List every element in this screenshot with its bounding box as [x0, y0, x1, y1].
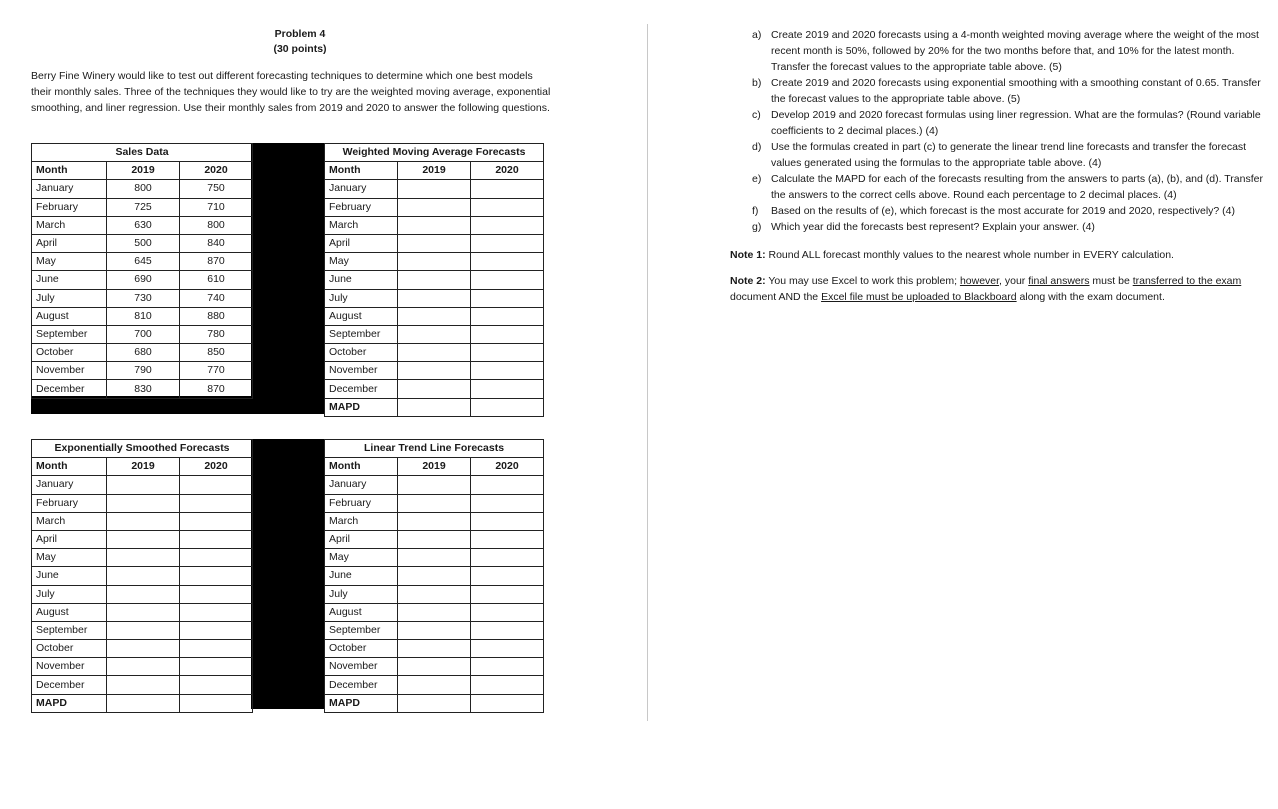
lin-2020-cell	[471, 549, 544, 567]
sales-month-cell: January	[32, 180, 107, 198]
exp-mapd-row	[32, 694, 253, 712]
lin-row	[325, 676, 544, 694]
question-text: Based on the results of (e), which forecast is the most accurate for 2019 and 2020, respectively? (4)	[771, 205, 1235, 217]
sales-month-cell: December	[32, 380, 107, 398]
lin-mapd-label: MAPD	[325, 694, 398, 712]
wma-month-cell: July	[325, 289, 398, 307]
lin-2020-cell	[471, 676, 544, 694]
wma-row	[325, 325, 544, 343]
exp-2019-cell	[107, 549, 180, 567]
exp-month-cell: December	[32, 676, 107, 694]
note-2-text-4: document AND the	[730, 291, 822, 303]
wma-month-cell: August	[325, 307, 398, 325]
lin-2020-cell	[471, 476, 544, 494]
lin-table-title: Linear Trend Line Forecasts	[325, 440, 544, 458]
exp-month-cell: April	[32, 530, 107, 548]
sales-2020-cell: 850	[180, 344, 253, 362]
question-item	[730, 219, 1270, 235]
note-2	[730, 273, 1270, 305]
question-text: Develop 2019 and 2020 forecast formulas using liner regression. What are the formulas? (Round variable coefficients to 2 decimal places.) (4)	[771, 109, 1261, 137]
exp-row	[32, 549, 253, 567]
wma-header-row	[325, 162, 544, 180]
wma-title-row	[325, 144, 544, 162]
sales-row	[32, 380, 253, 398]
lin-2020-cell	[471, 512, 544, 530]
lin-month-cell: December	[325, 676, 398, 694]
lin-month-cell: November	[325, 658, 398, 676]
exp-month-cell: March	[32, 512, 107, 530]
lin-row	[325, 567, 544, 585]
exp-2020-cell	[180, 549, 253, 567]
question-text: Calculate the MAPD for each of the forecasts resulting from the answers to parts (a), (b), and (d). Transfer the answers to the correct cells above. Round each percentage to 2 decimal places. (4)	[771, 173, 1263, 201]
wma-row	[325, 253, 544, 271]
note-2-text-5: along with the exam document.	[1016, 291, 1165, 303]
note-2-underline-3: transferred to the exam	[1132, 275, 1242, 287]
exp-row	[32, 585, 253, 603]
sales-month-cell: August	[32, 307, 107, 325]
lin-month-cell: February	[325, 494, 398, 512]
lin-month-cell: June	[325, 567, 398, 585]
sales-month-cell: April	[32, 234, 107, 252]
wma-2020-cell	[471, 344, 544, 362]
note-2-text-2: , your	[999, 275, 1029, 287]
wma-month-cell: May	[325, 253, 398, 271]
sales-month-header: Month	[32, 162, 107, 180]
lin-2019-cell	[398, 603, 471, 621]
exp-2019-cell	[107, 585, 180, 603]
exp-2019-cell	[107, 676, 180, 694]
sales-2019-cell: 725	[107, 198, 180, 216]
sales-2020-cell: 770	[180, 362, 253, 380]
question-text: Create 2019 and 2020 forecasts using exponential smoothing with a smoothing constant of 0.65. Transfer the forecast values to the appropriate table above. (5)	[771, 77, 1261, 105]
weighted-moving-average-table	[324, 143, 544, 417]
lin-month-cell: July	[325, 585, 398, 603]
sales-2019-cell: 830	[107, 380, 180, 398]
black-footer-bar	[31, 396, 325, 414]
wma-row	[325, 380, 544, 398]
lin-2019-cell	[398, 658, 471, 676]
lin-header-row	[325, 458, 544, 476]
exp-month-cell: October	[32, 640, 107, 658]
wma-2019-cell	[398, 307, 471, 325]
exp-2019-cell	[107, 621, 180, 639]
lin-2020-header: 2020	[471, 458, 544, 476]
wma-2019-cell	[398, 180, 471, 198]
question-text: Use the formulas created in part (c) to generate the linear trend line forecasts and transfer the forecast values generated using the formulas to the appropriate table above. (4)	[771, 141, 1247, 169]
exp-2020-cell	[180, 640, 253, 658]
exp-month-cell: June	[32, 567, 107, 585]
sales-month-cell: February	[32, 198, 107, 216]
question-letter: b)	[752, 77, 762, 89]
wma-mapd-label: MAPD	[325, 398, 398, 416]
problem-points: (30 points)	[273, 43, 327, 55]
sales-row	[32, 216, 253, 234]
lin-2020-cell	[471, 585, 544, 603]
wma-2020-cell	[471, 325, 544, 343]
sales-row	[32, 253, 253, 271]
wma-2020-cell	[471, 234, 544, 252]
wma-2019-header: 2019	[398, 162, 471, 180]
problem-intro: Berry Fine Winery would like to test out different forecasting techniques to determine which one best models their monthly sales. Three of the techniques they would like to try are the weighted moving average, exponential smoothing, and liner regression. Use their monthly sales from 2019 and 2020 to answer the following questions.	[31, 70, 551, 115]
wma-mapd-row	[325, 398, 544, 416]
lin-2020-cell	[471, 494, 544, 512]
lin-mapd-2019	[398, 694, 471, 712]
lin-month-cell: April	[325, 530, 398, 548]
wma-row	[325, 198, 544, 216]
exp-2019-header: 2019	[107, 458, 180, 476]
sales-2019-cell: 690	[107, 271, 180, 289]
sales-2020-cell: 710	[180, 198, 253, 216]
exp-month-cell: May	[32, 549, 107, 567]
sales-2020-cell: 740	[180, 289, 253, 307]
wma-row	[325, 180, 544, 198]
questions-panel	[730, 27, 1270, 305]
sales-2019-cell: 630	[107, 216, 180, 234]
lin-2019-cell	[398, 640, 471, 658]
sales-2019-cell: 680	[107, 344, 180, 362]
exp-2020-cell	[180, 585, 253, 603]
wma-month-cell: January	[325, 180, 398, 198]
question-text: Which year did the forecasts best represent? Explain your answer. (4)	[771, 221, 1095, 233]
sales-table-title: Sales Data	[32, 144, 253, 162]
page-divider	[647, 24, 648, 721]
exp-2019-cell	[107, 567, 180, 585]
exp-2019-cell	[107, 494, 180, 512]
lin-2020-cell	[471, 530, 544, 548]
wma-2019-cell	[398, 362, 471, 380]
sales-row	[32, 362, 253, 380]
wma-month-cell: June	[325, 271, 398, 289]
lin-2019-cell	[398, 567, 471, 585]
sales-row	[32, 271, 253, 289]
lin-row	[325, 476, 544, 494]
wma-month-cell: December	[325, 380, 398, 398]
exponential-smoothing-table	[31, 439, 253, 713]
exp-row	[32, 603, 253, 621]
lin-row	[325, 658, 544, 676]
wma-month-header: Month	[325, 162, 398, 180]
exp-2020-cell	[180, 676, 253, 694]
wma-mapd-2020	[471, 398, 544, 416]
question-item	[730, 27, 1270, 75]
lin-2019-cell	[398, 494, 471, 512]
lin-mapd-row	[325, 694, 544, 712]
exp-month-cell: January	[32, 476, 107, 494]
sales-2020-cell: 750	[180, 180, 253, 198]
lin-month-cell: January	[325, 476, 398, 494]
sales-2019-header: 2019	[107, 162, 180, 180]
lin-row	[325, 512, 544, 530]
sales-month-cell: November	[32, 362, 107, 380]
wma-2019-cell	[398, 380, 471, 398]
wma-row	[325, 362, 544, 380]
exp-mapd-2020	[180, 694, 253, 712]
wma-row	[325, 216, 544, 234]
question-letter: d)	[752, 141, 762, 153]
wma-row	[325, 271, 544, 289]
sales-2020-cell: 610	[180, 271, 253, 289]
problem-heading	[220, 27, 380, 57]
wma-row	[325, 289, 544, 307]
exp-2020-cell	[180, 658, 253, 676]
wma-2020-cell	[471, 380, 544, 398]
exp-2019-cell	[107, 512, 180, 530]
lin-month-cell: May	[325, 549, 398, 567]
exp-month-cell: September	[32, 621, 107, 639]
wma-row	[325, 234, 544, 252]
lin-month-header: Month	[325, 458, 398, 476]
question-item	[730, 75, 1270, 107]
lin-row	[325, 603, 544, 621]
sales-2020-cell: 840	[180, 234, 253, 252]
lin-2020-cell	[471, 640, 544, 658]
sales-row	[32, 234, 253, 252]
sales-2019-cell: 790	[107, 362, 180, 380]
wma-2019-cell	[398, 198, 471, 216]
lin-2020-cell	[471, 621, 544, 639]
wma-2020-cell	[471, 271, 544, 289]
question-item	[730, 107, 1270, 139]
wma-2019-cell	[398, 271, 471, 289]
question-text: Create 2019 and 2020 forecasts using a 4-month weighted moving average where the weight of the most recent month is 50%, followed by 20% for the two months before that, and 10% for the latest month. Transfer the forecast values to the appropriate table above. (5)	[771, 29, 1259, 73]
black-separator-top	[251, 143, 325, 414]
sales-2020-cell: 870	[180, 380, 253, 398]
exp-2019-cell	[107, 476, 180, 494]
sales-month-cell: September	[32, 325, 107, 343]
wma-month-cell: March	[325, 216, 398, 234]
sales-2020-cell: 800	[180, 216, 253, 234]
wma-month-cell: November	[325, 362, 398, 380]
note-1-label: Note 1:	[730, 249, 766, 261]
exp-2019-cell	[107, 603, 180, 621]
exp-2020-cell	[180, 530, 253, 548]
lin-2019-cell	[398, 621, 471, 639]
lin-2019-cell	[398, 512, 471, 530]
wma-month-cell: October	[325, 344, 398, 362]
wma-2019-cell	[398, 253, 471, 271]
exp-row	[32, 530, 253, 548]
exp-month-cell: November	[32, 658, 107, 676]
exp-month-header: Month	[32, 458, 107, 476]
sales-2020-cell: 870	[180, 253, 253, 271]
lin-2020-cell	[471, 603, 544, 621]
lin-month-cell: August	[325, 603, 398, 621]
exp-2019-cell	[107, 658, 180, 676]
lin-month-cell: March	[325, 512, 398, 530]
wma-mapd-2019	[398, 398, 471, 416]
sales-2019-cell: 810	[107, 307, 180, 325]
exp-table-title: Exponentially Smoothed Forecasts	[32, 440, 253, 458]
wma-2019-cell	[398, 344, 471, 362]
wma-row	[325, 307, 544, 325]
wma-2019-cell	[398, 216, 471, 234]
wma-2020-cell	[471, 289, 544, 307]
lin-2019-cell	[398, 476, 471, 494]
exp-mapd-label: MAPD	[32, 694, 107, 712]
question-letter: c)	[752, 109, 761, 121]
lin-2019-header: 2019	[398, 458, 471, 476]
wma-2020-cell	[471, 253, 544, 271]
wma-2020-cell	[471, 180, 544, 198]
sales-2020-header: 2020	[180, 162, 253, 180]
sales-month-cell: March	[32, 216, 107, 234]
exp-2020-cell	[180, 603, 253, 621]
sales-2019-cell: 700	[107, 325, 180, 343]
wma-row	[325, 344, 544, 362]
note-2-underline-4: Excel file must be uploaded to Blackboard	[821, 291, 1017, 303]
sales-row	[32, 344, 253, 362]
note-2-text-3: must be	[1089, 275, 1133, 287]
wma-2019-cell	[398, 234, 471, 252]
lin-row	[325, 621, 544, 639]
exp-month-cell: August	[32, 603, 107, 621]
note-2-underline-2: final answers	[1028, 275, 1090, 287]
sales-2020-cell: 880	[180, 307, 253, 325]
exp-row	[32, 476, 253, 494]
sales-row	[32, 307, 253, 325]
exp-row	[32, 676, 253, 694]
wma-month-cell: September	[325, 325, 398, 343]
sales-2020-cell: 780	[180, 325, 253, 343]
lin-2019-cell	[398, 585, 471, 603]
linear-trend-table	[324, 439, 544, 713]
note-1	[730, 247, 1270, 263]
exp-row	[32, 567, 253, 585]
question-item	[730, 139, 1270, 171]
lin-row	[325, 585, 544, 603]
wma-2019-cell	[398, 325, 471, 343]
question-item	[730, 171, 1270, 203]
wma-2020-cell	[471, 362, 544, 380]
exp-2020-cell	[180, 512, 253, 530]
black-separator-bottom	[251, 439, 325, 709]
lin-2019-cell	[398, 530, 471, 548]
lin-row	[325, 530, 544, 548]
question-letter: e)	[752, 173, 762, 185]
wma-2020-cell	[471, 216, 544, 234]
exp-title-row	[32, 440, 253, 458]
sales-month-cell: July	[32, 289, 107, 307]
lin-2019-cell	[398, 676, 471, 694]
sales-row	[32, 180, 253, 198]
wma-2020-cell	[471, 307, 544, 325]
sales-2019-cell: 645	[107, 253, 180, 271]
exp-mapd-2019	[107, 694, 180, 712]
exp-row	[32, 621, 253, 639]
exp-2020-cell	[180, 476, 253, 494]
note-2-underline-1: however	[959, 275, 1000, 287]
lin-month-cell: October	[325, 640, 398, 658]
exp-2020-cell	[180, 567, 253, 585]
question-letter: a)	[752, 29, 762, 41]
exp-2019-cell	[107, 640, 180, 658]
exp-row	[32, 512, 253, 530]
exp-2020-header: 2020	[180, 458, 253, 476]
exp-header-row	[32, 458, 253, 476]
sales-row	[32, 325, 253, 343]
sales-month-cell: May	[32, 253, 107, 271]
note-1-text: Round ALL forecast monthly values to the nearest whole number in EVERY calculation.	[765, 249, 1174, 261]
sales-row	[32, 198, 253, 216]
lin-mapd-2020	[471, 694, 544, 712]
sales-month-cell: June	[32, 271, 107, 289]
wma-table-title: Weighted Moving Average Forecasts	[325, 144, 544, 162]
wma-2020-header: 2020	[471, 162, 544, 180]
exp-month-cell: February	[32, 494, 107, 512]
note-2-label: Note 2:	[730, 275, 766, 287]
exp-row	[32, 640, 253, 658]
sales-2019-cell: 500	[107, 234, 180, 252]
question-letter: f)	[752, 205, 759, 217]
exp-row	[32, 658, 253, 676]
wma-month-cell: February	[325, 198, 398, 216]
lin-2020-cell	[471, 567, 544, 585]
sales-month-cell: October	[32, 344, 107, 362]
wma-month-cell: April	[325, 234, 398, 252]
sales-title-row	[32, 144, 253, 162]
question-item	[730, 203, 1270, 219]
sales-header-row	[32, 162, 253, 180]
lin-row	[325, 494, 544, 512]
sales-2019-cell: 730	[107, 289, 180, 307]
sales-2019-cell: 800	[107, 180, 180, 198]
exp-2020-cell	[180, 494, 253, 512]
lin-month-cell: September	[325, 621, 398, 639]
note-2-text-1: You may use Excel to work this problem;	[765, 275, 960, 287]
lin-row	[325, 640, 544, 658]
problem-number: Problem 4	[274, 28, 326, 40]
exp-2020-cell	[180, 621, 253, 639]
lin-title-row	[325, 440, 544, 458]
wma-2020-cell	[471, 198, 544, 216]
lin-2020-cell	[471, 658, 544, 676]
question-letter: g)	[752, 221, 762, 233]
exp-row	[32, 494, 253, 512]
wma-2019-cell	[398, 289, 471, 307]
sales-data-table	[31, 143, 253, 399]
exp-month-cell: July	[32, 585, 107, 603]
lin-row	[325, 549, 544, 567]
sales-row	[32, 289, 253, 307]
exp-2019-cell	[107, 530, 180, 548]
lin-2019-cell	[398, 549, 471, 567]
